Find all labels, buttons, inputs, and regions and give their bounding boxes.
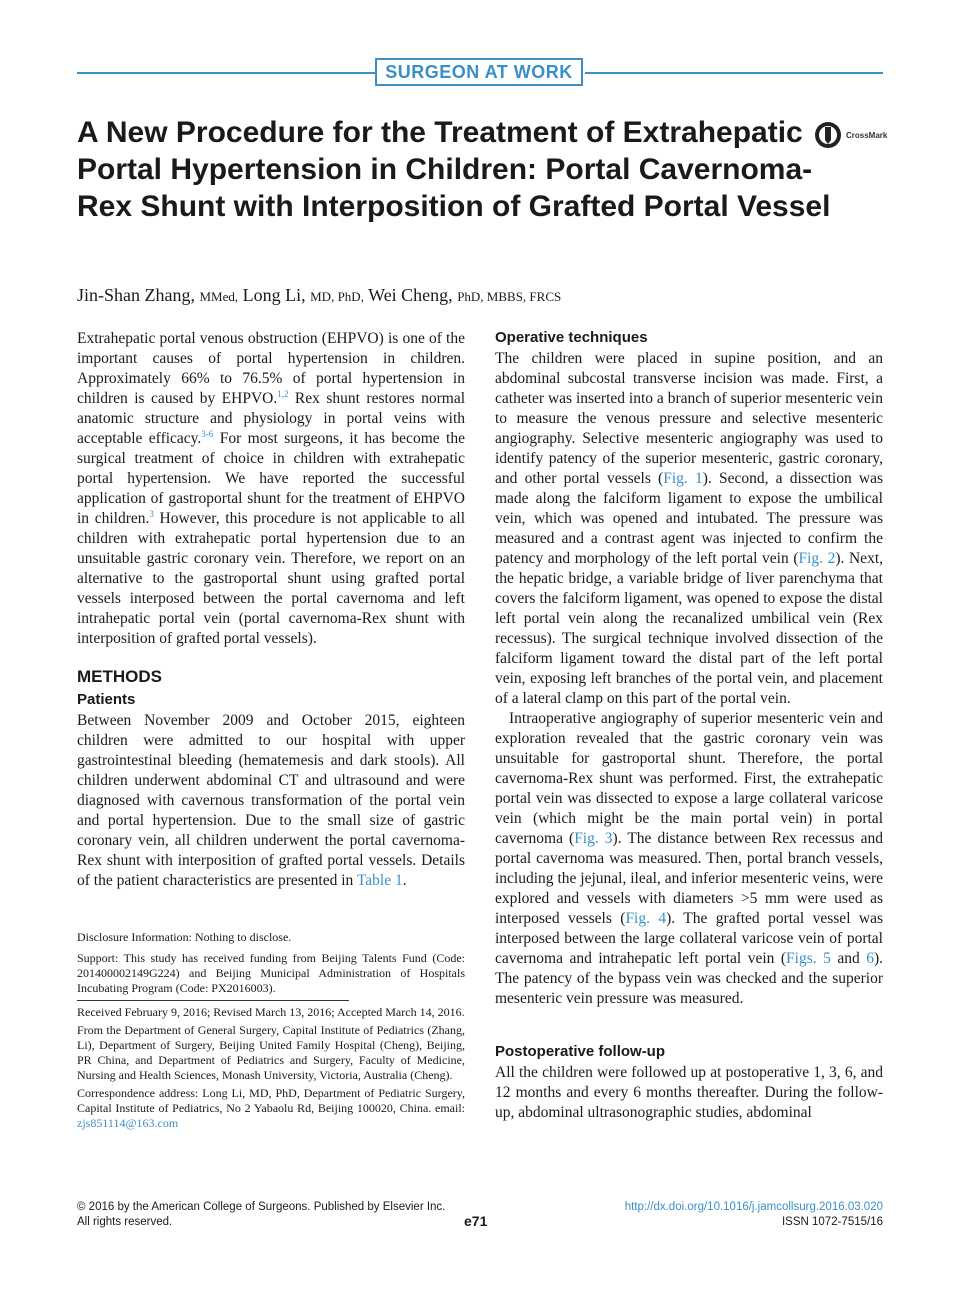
figure-link[interactable]: Fig. 2 (798, 550, 836, 567)
email-link[interactable]: zjs851114@163.com (77, 1116, 179, 1130)
crossmark-label: CrossMark (846, 130, 888, 140)
operative-paragraph: Intraoperative angiography of superior mesenteric vein and exploration revealed that the gastric coronary vein was unsuitable for gastroportal shunt. Therefore, the portal cavernoma-Rex shunt was performed. First, the extrahepatic portal vein was dissected to expose a large collateral varicose vein (which might be the main portal vein) in portal cavernoma (Fig. 3). The distance between Rex recessus and portal cavernoma was measured. Then, portal branch vessels, including the jejunal, ileal, and inferior mesenteric veins, were explored and vessels with diameters >5 mm were used as interposed vessels (Fig. 4). The grafted portal vessel was interposed between the large collateral varicose vein of portal cavernoma and intrahepatic left portal vein (Figs. 5 and 6). The patency of the bypass vein was checked and the superior mesenteric vein pressure was measured. (495, 710, 883, 1007)
issn-line: ISSN 1072-7515/16 (781, 1216, 883, 1228)
article-notes (77, 930, 465, 1134)
copyright-line: © 2016 by the American College of Surgeons. Published by Elsevier Inc. (77, 1201, 446, 1213)
table-link[interactable]: Table 1 (356, 872, 403, 889)
followup-paragraph: All the children were followed up at postoperative 1, 3, 6, and 12 months and every 6 months thereafter. During the follow-up, abdominal ultrasonographic studies, abdominal (495, 1064, 883, 1121)
figure-link[interactable]: Fig. 3 (574, 830, 613, 847)
followup-heading: Postoperative follow-up (495, 1043, 666, 1060)
citation-ref[interactable]: 3-6 (201, 428, 214, 439)
methods-heading: METHODS (77, 667, 162, 686)
banner-rule-right (585, 72, 883, 74)
banner-rule-left (77, 72, 375, 74)
section-label: SURGEON AT WORK (375, 58, 583, 86)
operative-heading: Operative techniques (495, 329, 648, 346)
patients-heading: Patients (77, 691, 136, 708)
citation-ref[interactable]: 3 (149, 508, 154, 519)
author-list (77, 283, 877, 309)
footer-copyright (77, 1200, 445, 1230)
author-degree: PhD, MBBS, FRCS (457, 289, 562, 304)
crossmark-icon (814, 121, 842, 149)
correspondence-note: Correspondence address: Long Li, MD, PhD, Department of Pediatric Surgery, Capital Institute of Pediatrics, No 2 Yabaolu Rd, Beijing 100020, China. email: zjs851114@163.com (77, 1086, 465, 1130)
figure-link[interactable]: Figs. 5 (786, 950, 831, 967)
received-note: Received February 9, 2016; Revised March 13, 2016; Accepted March 14, 2016. (77, 1005, 465, 1019)
author-name: Wei Cheng, (368, 285, 453, 305)
notes-divider (77, 1000, 349, 1001)
left-column (77, 329, 465, 891)
page-number: e71 (464, 1213, 488, 1229)
intro-paragraph: Extrahepatic portal venous obstruction (EHPVO) is one of the important causes of portal hypertension in children. Approximately 66% to 76.5% of portal hypertension in children is caused by EHPVO.$^{1,2}$ Rex shunt restores normal anatomic structure and physiology in portal veins with acceptable efficacy.$^{3-6}$ For most surgeons, it has become the surgical treatment of choice in children with extrahepatic portal hypertension. We have reported the successful application of gastroportal shunt for the treatment of EHPVO in children.$^3$ However, this procedure is not applicable to all children with extrahepatic portal hypertension due to an unsuitable gastric coronary vein. Therefore, we report on an alternative to the gastroportal shunt using grafted portal vessels interposed between the portal cavernoma and left intrahepatic portal vein (portal cavernoma-Rex shunt with interposition of grafted portal vessels). (77, 330, 465, 647)
operative-paragraph: The children were placed in supine position, and an abdominal subcostal transverse incision was made. First, a catheter was inserted into a branch of superior mesenteric vein to measure the venous pressure and selective mesenteric angiography. Selective mesenteric angiography was used to identify patency of the superior mesenteric, gastric coronary, and other portal vessels (Fig. 1). Second, a dissection was made along the falciform ligament to expose the umbilical vein, which was opened and intubated. The pressure was measured and a contrast agent was injected to confirm the patency and morphology of the left portal vein (Fig. 2). Next, the hepatic bridge, a variable bridge of liver parenchyma that covers the falciform ligament, was opened to expose the distal left portal vein along the recanalized umbilical vein (Rex recessus). The surgical technique involved dissection of the falciform ligament toward the distal part of the left portal vein, exposing left branches of the portal vein, and placement of a lateral clamp on this part of the portal vein. (495, 350, 883, 707)
figure-link[interactable]: Fig. 1 (663, 470, 703, 487)
rights-line: All rights reserved. (77, 1216, 173, 1228)
affiliation-note: From the Department of General Surgery, Capital Institute of Pediatrics (Zhang, Li), Department of Surgery, Beijing United Family Hospital (Cheng), Beijing, PR China, and Department of Pediatrics and Surgery, Faculty of Medicine, Nursing and Health Sciences, Monash University, Victoria, Australia (Cheng). (77, 1023, 465, 1082)
author-name: Long Li, (242, 285, 306, 305)
author-name: Jin-Shan Zhang, (77, 285, 195, 305)
figure-link[interactable]: Fig. 4 (625, 910, 667, 927)
support-note: Support: This study has received funding from Beijing Talents Fund (Code: 201400002149G224) and Beijing Municipal Administration of Hospitals Incubating Program (Code: PX2016003). (77, 951, 465, 995)
right-column (495, 329, 883, 1123)
crossmark-badge[interactable] (814, 120, 887, 150)
disclosure-note: Disclosure Information: Nothing to disclose. (77, 930, 292, 944)
author-degree: MMed, (199, 289, 239, 304)
footer-identifiers (625, 1200, 883, 1230)
author-degree: MD, PhD, (310, 289, 364, 304)
figure-link[interactable]: 6 (866, 950, 874, 967)
patients-paragraph: Between November 2009 and October 2015, eighteen children were admitted to our hospital with upper gastrointestinal bleeding (hematemesis and dark stools). All children underwent abdominal CT and ultrasound and were diagnosed with cavernous transformation of the portal vein and portal hypertension. Due to the small size of gastric coronary vein, all children underwent the portal cavernoma-Rex shunt with interposition of grafted portal vessels. Details of the patient characteristics are presented in Table 1. (77, 712, 465, 889)
article-title: A New Procedure for the Treatment of Extrahepatic Portal Hypertension in Children: Portal Cavernoma-Rex Shunt with Interposition of Grafted Portal Vessel (77, 116, 831, 223)
doi-link[interactable]: http://dx.doi.org/10.1016/j.jamcollsurg.2016.03.020 (624, 1201, 883, 1213)
citation-ref[interactable]: 1,2 (277, 388, 289, 399)
